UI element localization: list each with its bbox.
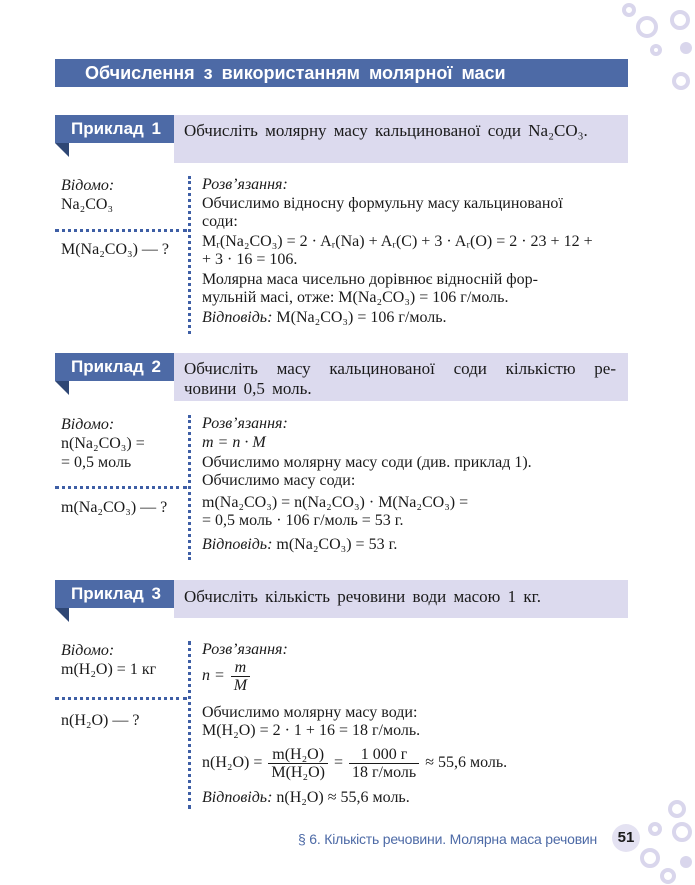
formula-line xyxy=(202,659,622,694)
decorative-circle xyxy=(636,16,658,38)
solution-line: Обчислимо масу соди: xyxy=(202,472,356,489)
dotted-separator xyxy=(55,229,187,232)
known-label: Відомо: xyxy=(61,177,115,194)
solution-line: Обчислимо молярну масу води: xyxy=(202,704,418,721)
example-1-header xyxy=(55,115,628,163)
answer-value: M(Na₂CO₃) = 106 г/моль. xyxy=(276,309,447,326)
calc-lhs: n(H₂O) = xyxy=(202,754,263,772)
solution-line: мульній масі, отже: M(Na₂CO₃) = 106 г/моль. xyxy=(202,289,509,306)
dotted-separator xyxy=(55,697,187,700)
known-value: n(Na₂CO₃) = xyxy=(61,435,145,452)
fraction-denominator: M xyxy=(233,677,248,694)
answer-line xyxy=(202,309,622,327)
dotted-separator xyxy=(55,486,187,489)
example-1-tag: Приклад 1 xyxy=(55,115,174,143)
example-3-given xyxy=(61,641,189,679)
solution-label: Розв’язання: xyxy=(202,641,288,658)
tag-fold xyxy=(55,608,69,622)
calc-fraction-1 xyxy=(268,746,328,781)
dotted-divider xyxy=(188,415,191,560)
calc-equals: = xyxy=(333,754,343,772)
answer-value: m(Na₂CO₃) = 53 г. xyxy=(276,536,398,553)
fraction-numerator: m xyxy=(231,659,250,677)
answer-line xyxy=(202,536,622,554)
example-1-task xyxy=(174,115,628,163)
tag-fold xyxy=(55,381,69,395)
task-line: Обчисліть кількість речовини води масою 1 кг. xyxy=(184,587,541,606)
calculation-line xyxy=(202,746,622,781)
known-value: = 0,5 моль xyxy=(61,454,132,471)
solution-line: M(H₂O) = 2 · 1 + 16 = 18 г/моль. xyxy=(202,722,421,739)
example-2-solution xyxy=(202,415,622,554)
solution-label: Розв’язання: xyxy=(202,176,288,193)
decorative-circle xyxy=(648,822,662,836)
solution-line: Mᵣ(Na₂CO₃) = 2 · Aᵣ(Na) + Aᵣ(C) + 3 · Aᵣ(O) = 2 · 23 + 12 + xyxy=(202,233,593,250)
example-1-given xyxy=(61,176,189,214)
fraction-numerator: 1 000 г xyxy=(349,746,419,764)
formula-lhs: n = xyxy=(202,667,225,685)
solution-line: m = n · M xyxy=(202,434,266,451)
task-line: Обчисліть масу кальцинованої соди кількістю ре- xyxy=(184,359,616,378)
fraction-denominator: M(H₂O) xyxy=(271,764,325,781)
calc-result: ≈ 55,6 моль. xyxy=(425,754,508,772)
solution-line: Обчислимо молярну масу соди (див. приклад 1). xyxy=(202,454,532,471)
example-1-solution xyxy=(202,176,622,327)
known-value: Na₂CO₃ xyxy=(61,196,114,213)
solution-line: соди: xyxy=(202,213,238,230)
answer-line xyxy=(202,789,622,807)
footer-section-title: § 6. Кількість речовини. Молярна маса речовин xyxy=(298,831,598,847)
decorative-circle xyxy=(680,856,692,868)
decorative-circle xyxy=(672,822,692,842)
section-title: Обчислення з використанням молярної маси xyxy=(55,59,628,87)
page-number: 51 xyxy=(612,824,640,852)
answer-value: n(H₂O) ≈ 55,6 моль. xyxy=(276,789,410,806)
example-2-tag: Приклад 2 xyxy=(55,353,174,381)
solution-line: m(Na₂CO₃) = n(Na₂CO₃) · M(Na₂CO₃) = xyxy=(202,494,469,511)
solution-line: + 3 · 16 = 106. xyxy=(202,251,298,268)
dotted-divider xyxy=(188,176,191,334)
example-2-given xyxy=(61,415,189,472)
known-value: m(H₂O) = 1 кг xyxy=(61,661,157,678)
example-3-find: n(H₂O) — ? xyxy=(61,712,140,729)
task-line: Na₂CO₃. xyxy=(528,121,588,140)
solution-label: Розв’язання: xyxy=(202,415,288,432)
example-2-task xyxy=(174,353,628,401)
fraction-numerator: m(H₂O) xyxy=(268,746,328,764)
example-3-tag: Приклад 3 xyxy=(55,580,174,608)
example-2-find: m(Na₂CO₃) — ? xyxy=(61,499,168,516)
known-label: Відомо: xyxy=(61,642,115,659)
example-2-header xyxy=(55,353,628,401)
example-1-find: M(Na₂CO₃) — ? xyxy=(61,241,170,258)
solution-line: Обчислимо відносну формульну масу кальцинованої xyxy=(202,195,563,212)
decorative-circle xyxy=(670,10,690,30)
answer-label: Відповідь: xyxy=(202,536,273,553)
decorative-circle xyxy=(640,848,660,868)
formula-fraction xyxy=(231,659,250,694)
fraction-denominator: 18 г/моль xyxy=(351,764,417,781)
decorative-circle xyxy=(680,42,692,54)
calc-fraction-2 xyxy=(349,746,419,781)
decorative-circle xyxy=(660,868,676,884)
dotted-divider xyxy=(188,641,191,809)
task-line: човини 0,5 моль. xyxy=(184,379,312,398)
answer-label: Відповідь: xyxy=(202,789,273,806)
decorative-circle xyxy=(650,44,662,56)
known-label: Відомо: xyxy=(61,416,115,433)
example-3-header xyxy=(55,580,628,628)
example-3-task xyxy=(174,580,628,618)
answer-label: Відповідь: xyxy=(202,309,273,326)
decorative-circle xyxy=(672,72,690,90)
tag-fold xyxy=(55,143,69,157)
decorative-circle xyxy=(668,800,686,818)
decorative-circle xyxy=(622,3,636,17)
solution-line: Молярна маса чисельно дорівнює відносній фор- xyxy=(202,271,538,288)
example-3-solution xyxy=(202,641,622,807)
solution-line: = 0,5 моль · 106 г/моль = 53 г. xyxy=(202,512,404,529)
task-line: Обчисліть молярну масу кальцинованої соди xyxy=(184,121,522,140)
